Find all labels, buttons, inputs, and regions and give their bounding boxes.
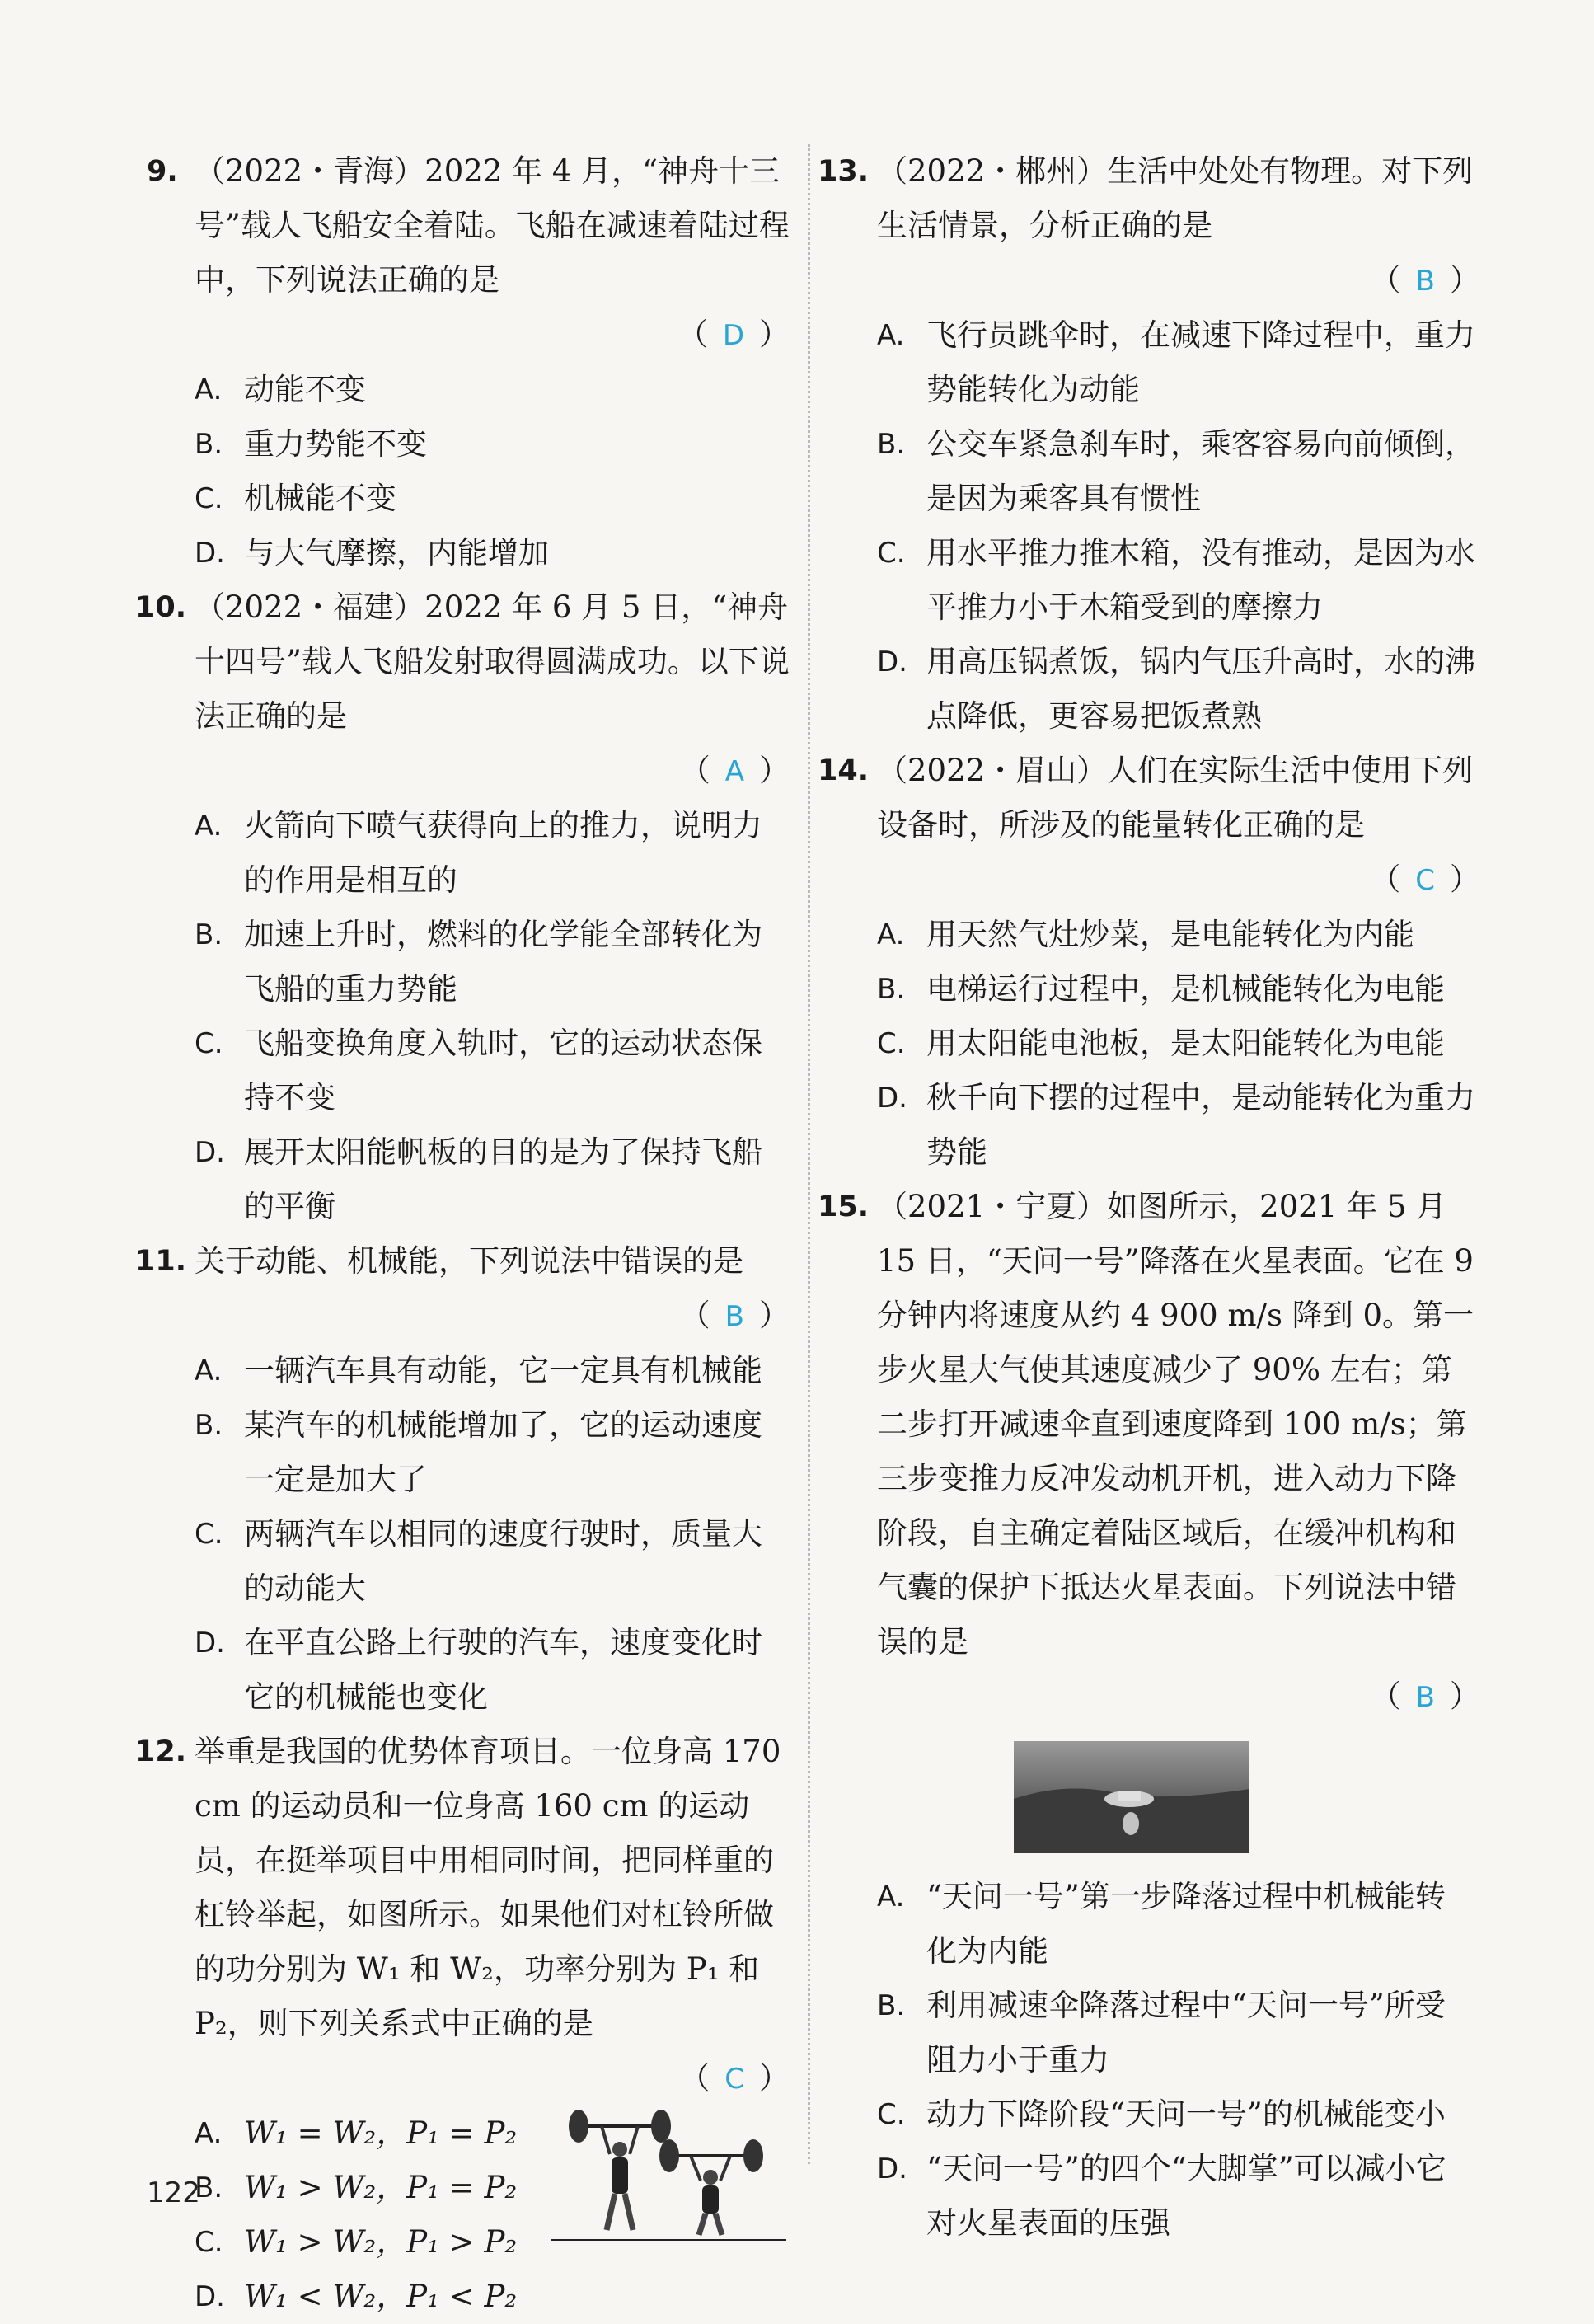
question-number: 13.: [818, 155, 870, 188]
question-12: 12. 举重是我国的优势体育项目。一位身高 170 cm 的运动员和一位身高 160 cm 的运动员，在挺举项目中用相同时间，把同样重的杠铃举起，如图所示。如果他们对杠铃所做的功分别为 W₁ 和 W₂，功率分别为 P₁ 和 P₂，则下列关系式中正确的是 （ C ） A. W₁ = W₂，P₁ = P₂ B. W₁ > W₂，P₁ = P₂ C. W₁ > W₂，P₁ > P₂ D. W₁ < W₂，P₁ < P₂: [147, 1725, 790, 2324]
option: C. 机械能不变: [195, 481, 396, 516]
question-11: 11. 关于动能、机械能，下列说法中错误的是 （ B ） A. 一辆汽车具有动能，它一定具有机械能 B. 某汽车的机械能增加了，它的运动速度一定是加大了 C. 两辆汽车以相同的速度行驶时，质量大的动能大 D. 在平直公路上行驶的汽车，速度变化时它的机械能也变化: [147, 1234, 790, 1725]
option: D. “天问一号”的四个“大脚掌”可以减小它对火星表面的压强: [877, 2151, 1446, 2241]
option: C. 用水平推力推木箱，没有推动，是因为水平推力小于木箱受到的摩擦力: [877, 535, 1475, 625]
answer-mark: C: [1415, 864, 1435, 897]
question-stem: （2022・青海）2022 年 4 月，“神舟十三号”载人飞船安全着陆。飞船在减速着陆过程中，下列说法正确的是: [195, 153, 790, 298]
option: B. W₁ > W₂，P₁ = P₂: [195, 2170, 518, 2205]
question-number: 10.: [135, 591, 187, 624]
question-number: 14.: [818, 754, 870, 787]
answer-mark: B: [1415, 1681, 1435, 1714]
option: A. 动能不变: [195, 372, 366, 407]
mars-landing-photo: [1014, 1741, 1249, 1853]
answer-mark: B: [1415, 265, 1435, 298]
option: B. 利用减速伞降落过程中“天问一号”所受阻力小于重力: [877, 1988, 1446, 2078]
option: D. 用高压锅煮饭，锅内气压升高时，水的沸点降低，更容易把饭煮熟: [877, 644, 1475, 734]
option: B. 某汽车的机械能增加了，它的运动速度一定是加大了: [195, 1407, 762, 1497]
option: A. “天问一号”第一步降落过程中机械能转化为内能: [877, 1879, 1446, 1969]
weightlifters-figure: [551, 2106, 786, 2247]
question-stem: 举重是我国的优势体育项目。一位身高 170 cm 的运动员和一位身高 160 cm 的运动员，在挺举项目中用相同时间，把同样重的杠铃举起，如图所示。如果他们对杠铃所做的功分别为 W₁ 和 W₂，功率分别为 P₁ 和 P₂，则下列关系式中正确的是: [195, 1734, 781, 2041]
option: D. 秋千向下摆的过程中，是动能转化为重力势能: [877, 1080, 1475, 1170]
option: C. 动力下降阶段“天问一号”的机械能变小: [877, 2096, 1446, 2132]
answer-mark: B: [724, 1300, 744, 1333]
right-column: [818, 144, 1480, 2251]
question-13: 13. （2022・郴州）生活中处处有物理。对下列生活情景，分析正确的是 （ B ） A. 飞行员跳伞时，在减速下降过程中，重力势能转化为动能 B. 公交车紧急刹车时，乘客容易向前倾倒，是因为乘客具有惯性 C. 用水平推力推木箱，没有推动，是因为水平推力小于木箱受到的摩擦力 D. 用高压锅煮饭，锅内气压升高时，水的沸点降低，更容易把饭煮熟: [829, 144, 1480, 744]
option: A. W₁ = W₂，P₁ = P₂: [195, 2115, 518, 2151]
option: A. 用天然气灶炒菜，是电能转化为内能: [877, 917, 1414, 952]
answer-mark: A: [724, 755, 744, 788]
page-number: 122: [147, 2176, 200, 2209]
option: A. 火箭向下喷气获得向上的推力，说明力的作用是相互的: [195, 808, 762, 898]
question-10: 10. （2022・福建）2022 年 6 月 5 日，“神舟十四号”载人飞船发射取得圆满成功。以下说法正确的是 （ A ） A. 火箭向下喷气获得向上的推力，说明力的作用是相互的 B. 加速上升时，燃料的化学能全部转化为飞船的重力势能 C. 飞船变换角度入轨时，它的运动状态保持不变 D. 展开太阳能帆板的目的是为了保持飞船的平衡: [147, 580, 790, 1234]
option: C. 两辆汽车以相同的速度行驶时，质量大的动能大: [195, 1516, 762, 1606]
question-stem: （2022・眉山）人们在实际生活中使用下列设备时，所涉及的能量转化正确的是: [877, 753, 1474, 843]
option: D. W₁ < W₂，P₁ < P₂: [195, 2279, 518, 2314]
question-number: 9.: [147, 155, 178, 188]
option: B. 公交车紧急刹车时，乘客容易向前倾倒，是因为乘客具有惯性: [877, 426, 1475, 516]
question-14: 14. （2022・眉山）人们在实际生活中使用下列设备时，所涉及的能量转化正确的是 （ C ） A. 用天然气灶炒菜，是电能转化为内能 B. 电梯运行过程中，是机械能转化为电能 C. 用太阳能电池板，是太阳能转化为电能 D. 秋千向下摆的过程中，是动能转化为重力势能: [829, 744, 1480, 1180]
question-stem: （2022・郴州）生活中处处有物理。对下列生活情景，分析正确的是: [877, 153, 1474, 243]
question-15: 15. （2021・宁夏）如图所示，2021 年 5 月 15 日，“天问一号”降落在火星表面。它在 9 分钟内将速度从约 4 900 m/s 降到 0。第一步火星大气使其速度减少了 90% 左右；第二步打开减速伞直到速度降到 100 m/s；第三步变推力反冲发动机开机，进入动力下降阶段，自主确定着陆区域后，在缓冲机构和气囊的保护下抵达火星表面。下列说法中错误的是 （ B ） A. “天问一号”第一步降落过程中机械能转化为内能 B. 利用减速伞降落过程中“天问一号”所受阻力小于重力 C. 动力下降阶段“天问一号”的机械能变小 D. “天问一号”的四个“大脚掌”可以减小它对火星表面的压强: [829, 1180, 1480, 2251]
option: A. 飞行员跳伞时，在减速下降过程中，重力势能转化为动能: [877, 317, 1475, 407]
question-stem: 关于动能、机械能，下列说法中错误的是: [195, 1243, 743, 1279]
option: D. 展开太阳能帆板的目的是为了保持飞船的平衡: [195, 1134, 762, 1224]
left-column: [135, 144, 790, 2324]
lander-illustration: [1014, 1741, 1249, 1853]
option: D. 在平直公路上行驶的汽车，速度变化时它的机械能也变化: [195, 1625, 762, 1715]
option: C. 飞船变换角度入轨时，它的运动状态保持不变: [195, 1026, 762, 1115]
question-number: 12.: [135, 1735, 187, 1768]
option: C. W₁ > W₂，P₁ > P₂: [195, 2224, 518, 2260]
option: B. 加速上升时，燃料的化学能全部转化为飞船的重力势能: [195, 917, 762, 1007]
column-divider: [808, 144, 810, 2164]
question-stem: （2021・宁夏）如图所示，2021 年 5 月 15 日，“天问一号”降落在火星表面。它在 9 分钟内将速度从约 4 900 m/s 降到 0。第一步火星大气使其速度减少了 90% 左右；第二步打开减速伞直到速度降到 100 m/s；第三步变推力反冲发动机开机，进入动力下降阶段，自主确定着陆区域后，在缓冲机构和气囊的保护下抵达火星表面。下列说法中错误的是: [877, 1189, 1474, 1660]
answer-mark: C: [724, 2063, 744, 2096]
question-9: 9. （2022・青海）2022 年 4 月，“神舟十三号”载人飞船安全着陆。飞船在减速着陆过程中，下列说法正确的是 （ D ） A. 动能不变 B. 重力势能不变 C. 机械能不变 D. 与大气摩擦，内能增加: [147, 144, 790, 580]
question-number: 11.: [135, 1245, 187, 1278]
answer-mark: D: [722, 319, 744, 352]
option: D. 与大气摩擦，内能增加: [195, 535, 549, 570]
option: A. 一辆汽车具有动能，它一定具有机械能: [195, 1353, 762, 1388]
question-number: 15.: [818, 1190, 870, 1223]
option: B. 重力势能不变: [195, 426, 427, 462]
option: B. 电梯运行过程中，是机械能转化为电能: [877, 971, 1445, 1007]
option: C. 用太阳能电池板，是太阳能转化为电能: [877, 1026, 1445, 1061]
question-stem: （2022・福建）2022 年 6 月 5 日，“神舟十四号”载人飞船发射取得圆满成功。以下说法正确的是: [195, 589, 790, 734]
